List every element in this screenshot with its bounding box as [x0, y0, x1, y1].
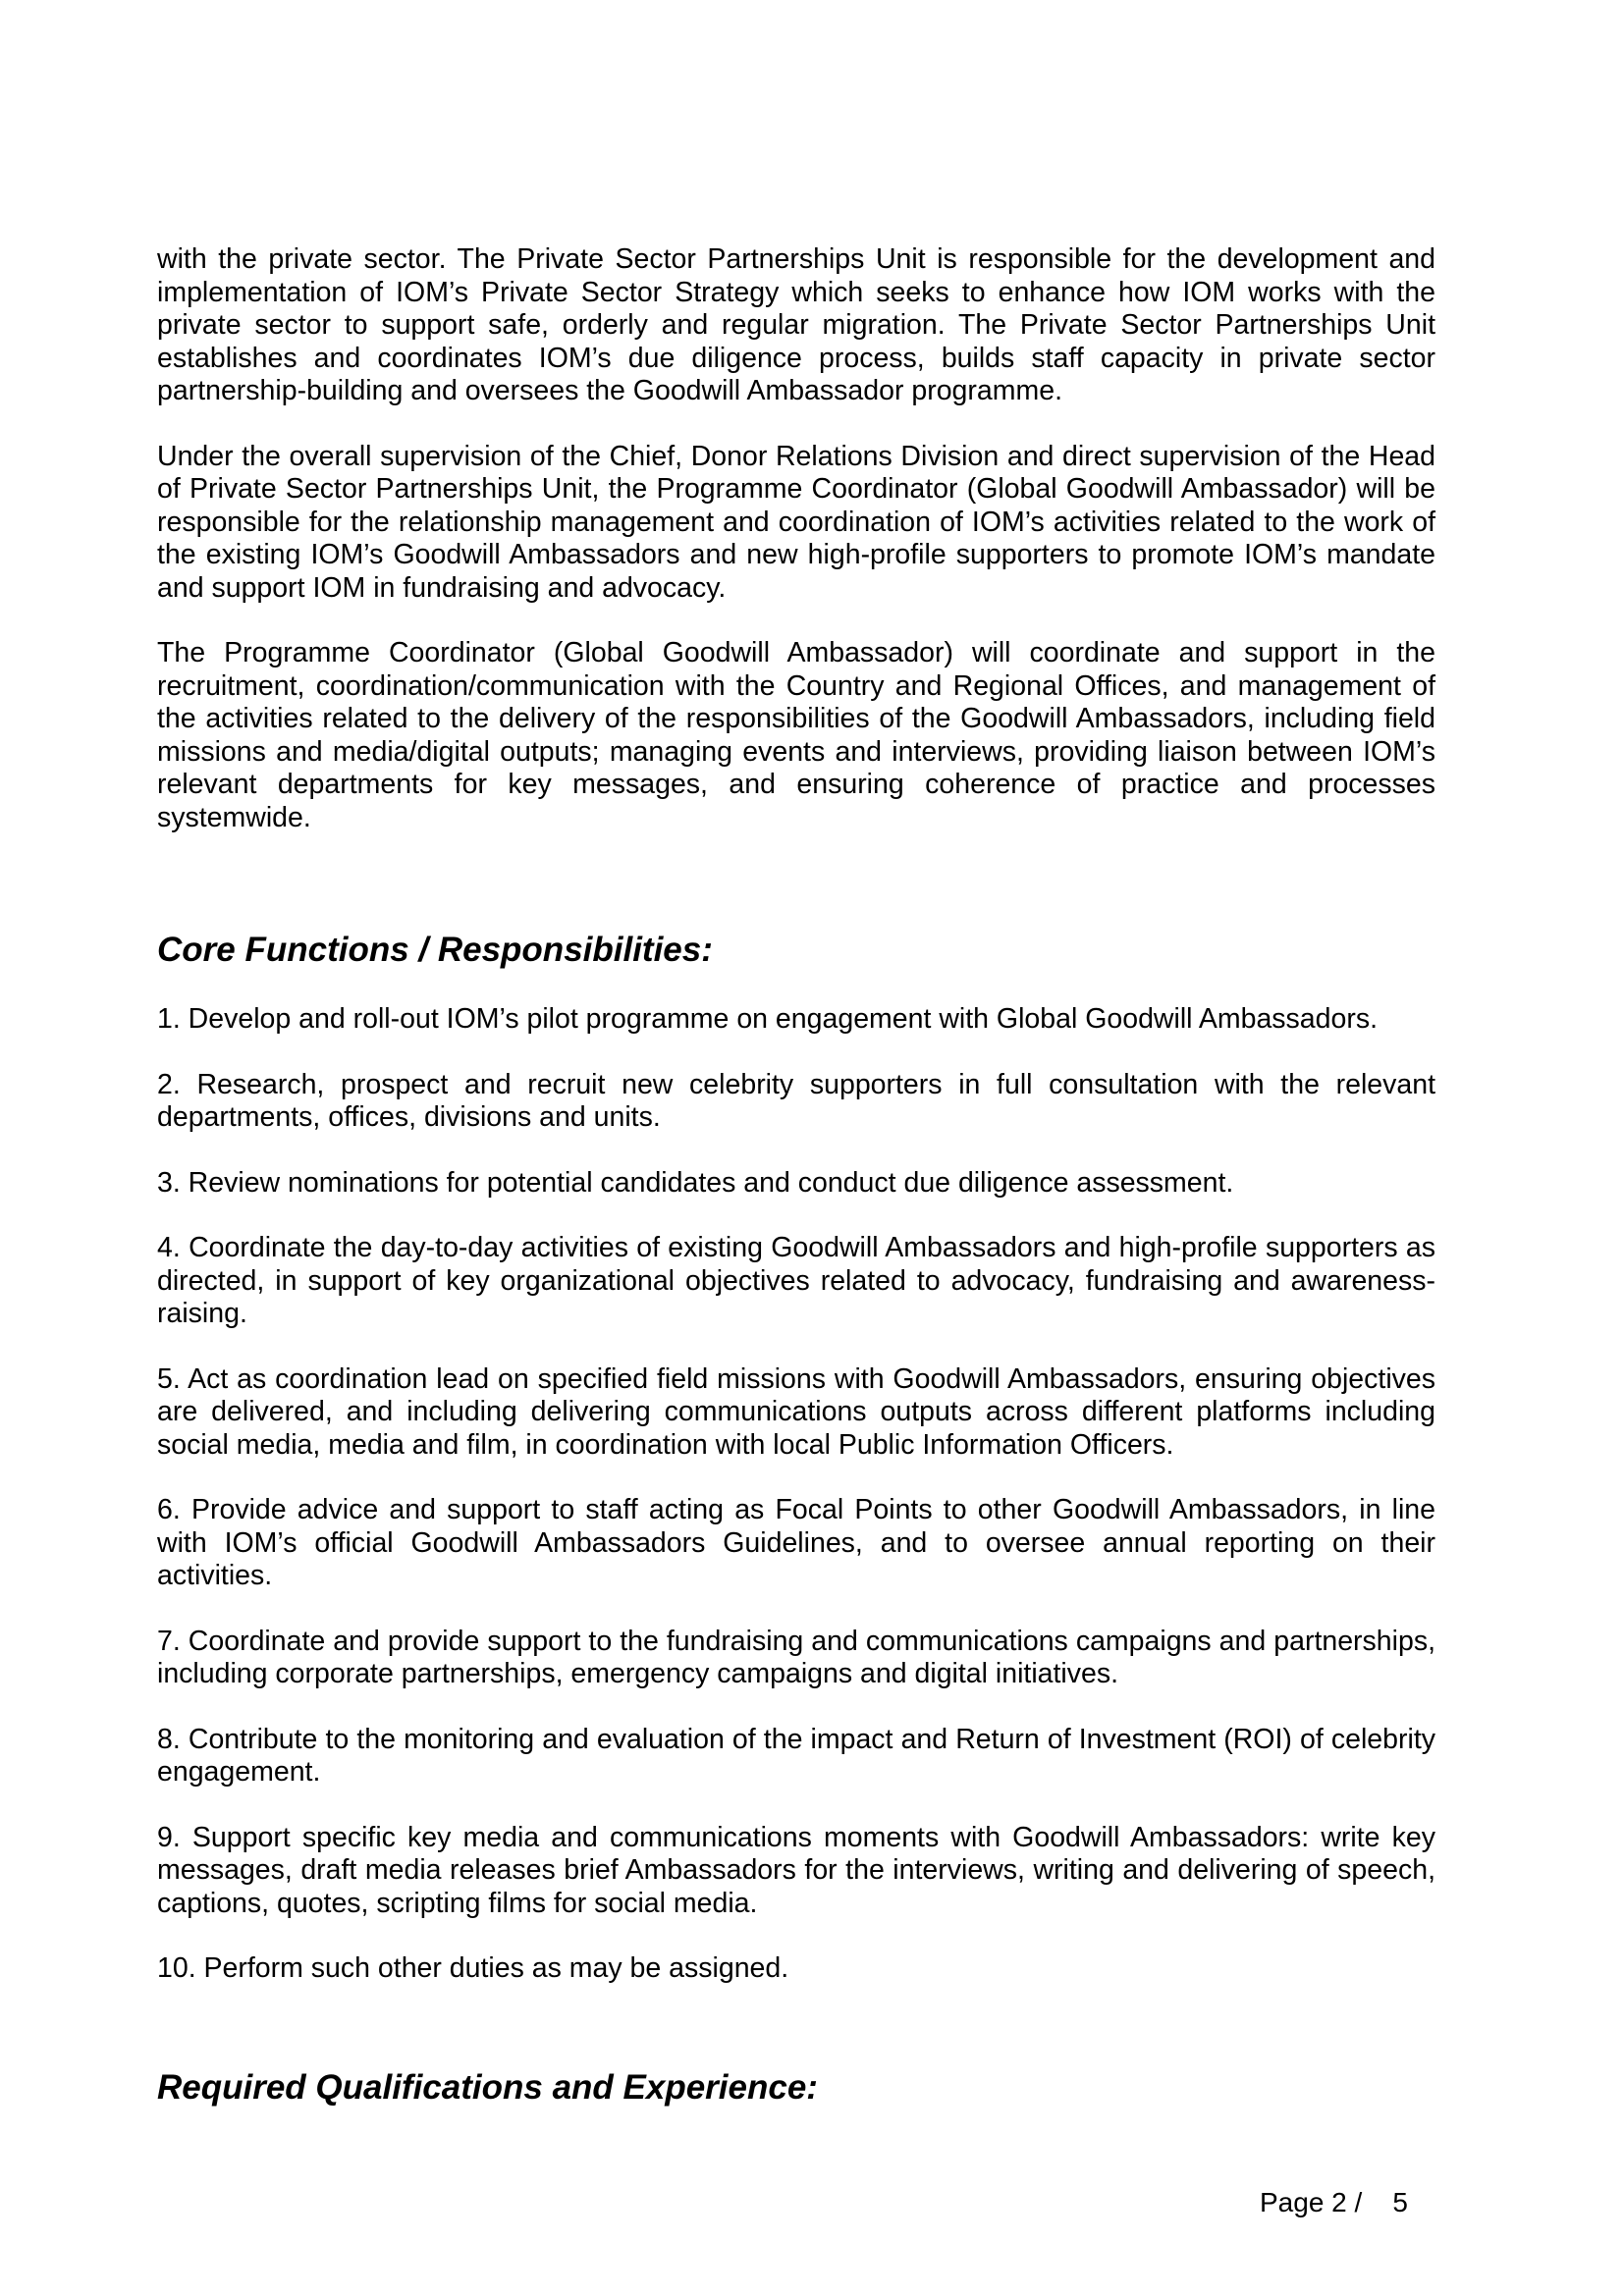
list-item: 3. Review nominations for potential candidates and conduct due diligence assessment.: [157, 1166, 1234, 1199]
core-functions-heading: Core Functions / Responsibilities:: [157, 931, 713, 969]
page-number: Page 2 / 5: [1260, 2187, 1408, 2217]
list-item: 5. Act as coordination lead on specified field missions with Goodwill Ambassadors, ensuring objectives are delivered, and including delivering communications outputs across different platforms including social media, media and film, in coordination with local Public Information Officers.: [157, 1362, 1435, 1461]
list-item: 9. Support specific key media and communications moments with Goodwill Ambassadors: write key messages, draft media releases brief Ambassadors for the interviews, writing and delivering of speech, captions, quotes, scripting films for social media.: [157, 1821, 1435, 1919]
list-item: 1. Develop and roll-out IOM’s pilot programme on engagement with Global Goodwill Ambassadors.: [157, 1003, 1379, 1035]
supervision-paragraph: Under the overall supervision of the Chief, Donor Relations Division and direct supervision of the Head of Private Sector Partnerships Unit, the Programme Coordinator (Global Goodwill Ambassador) will be responsible for the relationship management and coordination of IOM’s activities related to the work of the existing IOM’s Goodwill Ambassadors and new high-profile supporters to promote IOM’s mandate and support IOM in fundraising and advocacy.: [157, 440, 1435, 604]
list-item: 2. Research, prospect and recruit new celebrity supporters in full consultation with the relevant departments, offices, divisions and units.: [157, 1068, 1435, 1133]
qualifications-heading: Required Qualifications and Experience:: [157, 2067, 818, 2107]
intro-paragraph: with the private sector. The Private Sector Partnerships Unit is responsible for the development and implementation of IOM’s Private Sector Strategy which seeks to enhance how IOM works with the private sector to support safe, orderly and regular migration. The Private Sector Partnerships Unit establishes and coordinates IOM’s due diligence process, builds staff capacity in private sector partnership-building and oversees the Goodwill Ambassador programme.: [157, 243, 1435, 406]
list-item: 8. Contribute to the monitoring and evaluation of the impact and Return of Investment (ROI) of celebrity engagement.: [157, 1723, 1435, 1788]
list-item: 6. Provide advice and support to staff acting as Focal Points to other Goodwill Ambassadors, in line with IOM’s official Goodwill Ambassadors Guidelines, and to oversee annual reporting on their activities.: [157, 1494, 1435, 1591]
list-item: 4. Coordinate the day-to-day activities of existing Goodwill Ambassadors and high-profile supporters as directed, in support of key organizational objectives related to advocacy, fundraising and awareness-raising.: [157, 1232, 1435, 1329]
page-content: [157, 243, 1435, 2108]
role-summary-paragraph: The Programme Coordinator (Global Goodwill Ambassador) will coordinate and support in the recruitment, coordination/communication with the Country and Regional Offices, and management of the activities related to the delivery of the responsibilities of the Goodwill Ambassadors, including field missions and media/digital outputs; managing events and interviews, providing liaison between IOM’s relevant departments for key messages, and ensuring coherence of practice and processes systemwide.: [157, 637, 1435, 833]
list-item: 10. Perform such other duties as may be assigned.: [157, 1952, 789, 1984]
list-item: 7. Coordinate and provide support to the fundraising and communications campaigns and partnerships, including corporate partnerships, emergency campaigns and digital initiatives.: [157, 1625, 1435, 1689]
core-functions-list: [157, 1003, 1435, 1986]
